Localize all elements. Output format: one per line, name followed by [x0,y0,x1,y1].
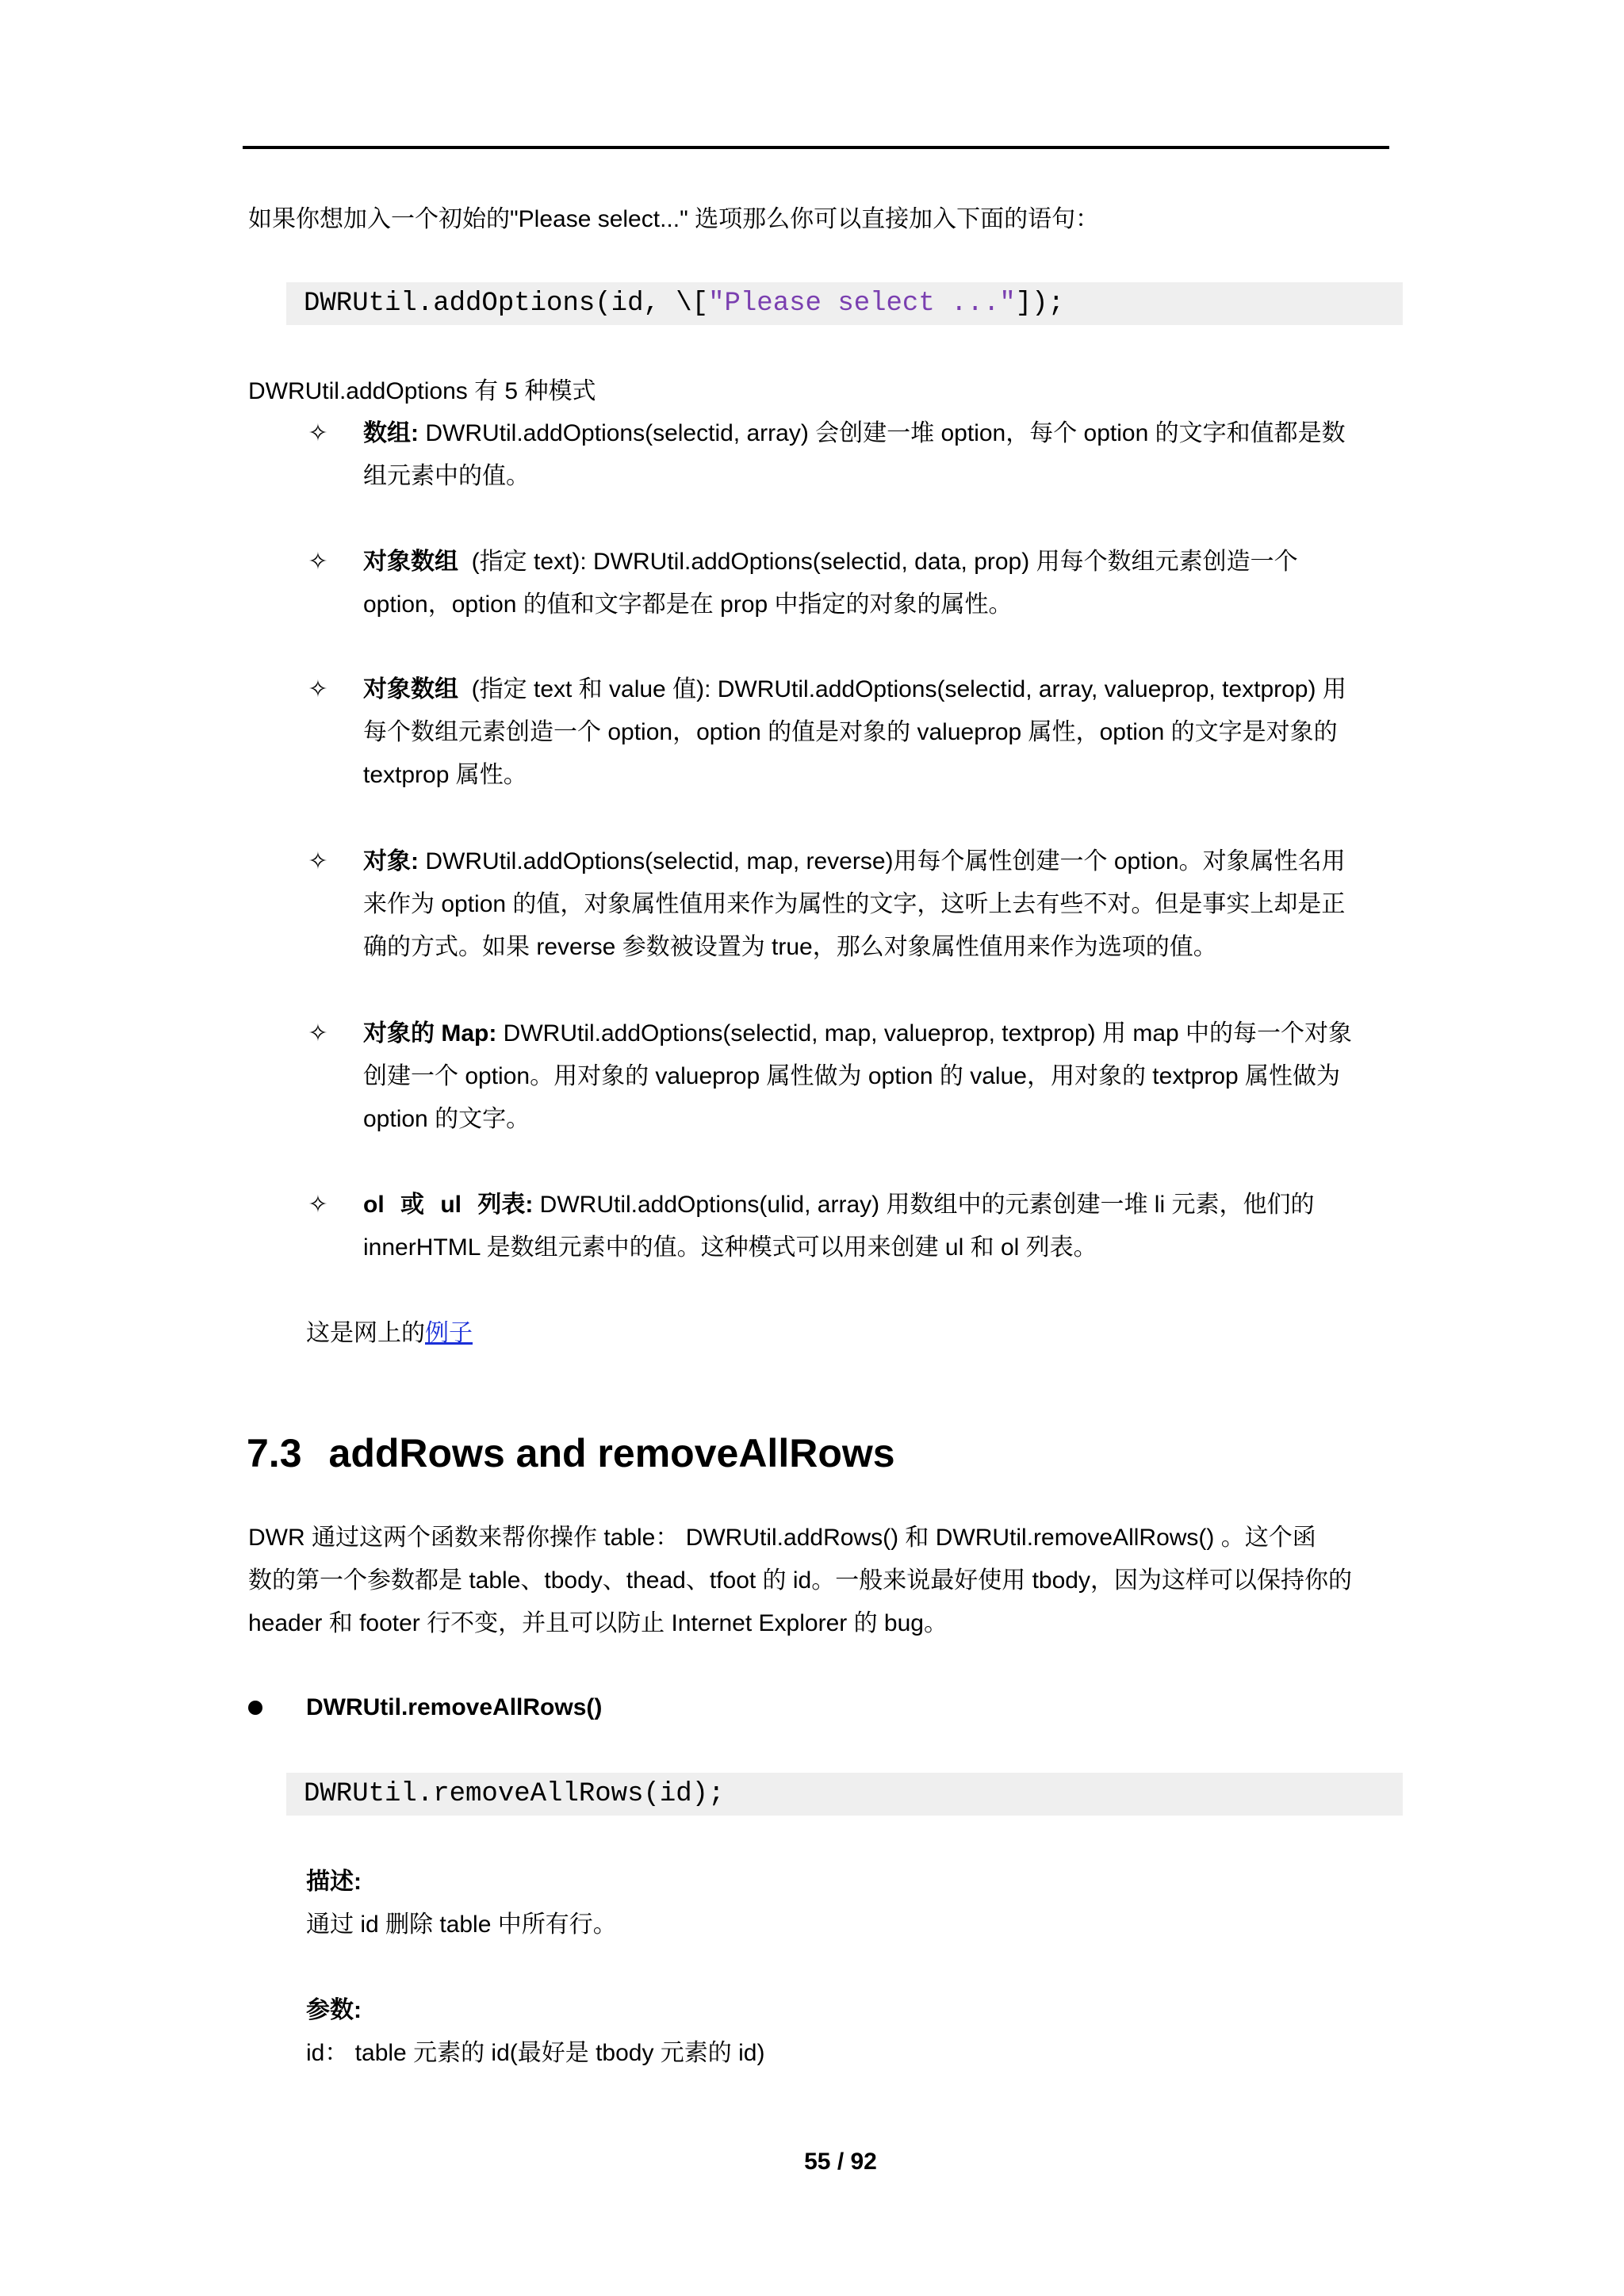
mode-line: (指定 text): DWRUtil.addOptions(selectid, data, prop) 用每个数组元素创造一个 [471,549,1298,575]
mode-line: option 的文字。 [363,1106,530,1132]
diamond-bullet-icon: ✧ [308,1192,328,1218]
diamond-bullet-icon: ✧ [308,1020,328,1047]
section-heading [247,1425,895,1481]
paragraph-line: header 和 footer 行不变，并且可以防止 Internet Explorer 的 bug。 [248,1610,948,1636]
paragraph-line: 数的第一个参数都是 table、tbody、thead、tfoot 的 id。一般来说最好使用 tbody，因为这样可以保持你的 [248,1567,1352,1594]
page-number: 55 / 92 [804,2149,877,2175]
diamond-bullet-icon: ✧ [308,848,328,874]
parameters-label: 参数: [306,1997,362,2023]
mode-label: 对象数组 [363,676,458,702]
section-paragraph [248,1517,1352,1645]
mode-text [363,1012,1394,1141]
mode-label: 数组: [363,420,419,446]
section-number: 7.3 [247,1431,302,1475]
mode-line: DWRUtil.addOptions(selectid, array) 会创建一堆 option，每个 option 的文字和值都是数 [425,420,1346,446]
mode-line: 每个数组元素创造一个 option，option 的值是对象的 valueprop 属性，option 的文字是对象的 [363,719,1338,745]
mode-line: DWRUtil.addOptions(selectid, map, reverse)用每个属性创建一个 option。对象属性名用 [425,848,1346,874]
parameters-text: id： table 元素的 id(最好是 tbody 元素的 id) [306,2040,765,2066]
mode-line: innerHTML 是数组元素中的值。这种模式可以用来创建 ul 和 ol 列表。 [363,1234,1097,1261]
mode-line: 组元素中的值。 [363,463,530,489]
mode-text [363,541,1394,626]
example-prefix: 这是网上的 [306,1320,425,1346]
example-line [306,1312,473,1355]
mode-line: textprop 属性。 [363,762,527,788]
mode-line: 确的方式。如果 reverse 参数被设置为 true，那么对象属性值用来作为选项的值。 [363,934,1217,960]
bullet-dot-icon [248,1701,262,1715]
mode-label: ol 或 ul 列表: [363,1192,534,1218]
mode-text [363,668,1394,797]
code-prefix: DWRUtil.addOptions(id, \[ [304,289,709,319]
mode-line: 来作为 option 的值，对象属性值用来作为属性的文字，这听上去有些不对。但是事实上却是正 [363,891,1346,917]
paragraph-line: DWR 通过这两个函数来帮你操作 table： DWRUtil.addRows() 和 DWRUtil.removeAllRows() 。这个函 [248,1525,1316,1551]
modes-title: DWRUtil.addOptions 有 5 种模式 [248,378,596,404]
header-rule [243,146,1389,149]
bullet-title: DWRUtil.removeAllRows() [306,1694,603,1720]
mode-text [363,840,1394,969]
mode-text [363,412,1394,498]
diamond-bullet-icon: ✧ [308,420,328,446]
code-block-add-options [286,282,1403,325]
code-suffix: ]); [1015,289,1064,319]
code-string: "Please select ..." [708,289,1016,319]
mode-line: DWRUtil.addOptions(selectid, map, valueprop, textprop) 用 map 中的每一个对象 [503,1020,1353,1047]
mode-text [363,1184,1394,1269]
mode-line: option，option 的值和文字都是在 prop 中指定的对象的属性。 [363,591,1013,618]
code-block-remove-all-rows: DWRUtil.removeAllRows(id); [286,1773,1403,1816]
mode-label: 对象的 Map: [363,1020,497,1047]
description-label: 描述: [306,1869,362,1895]
diamond-bullet-icon: ✧ [308,549,328,575]
mode-line: 创建一个 option。用对象的 valueprop 属性做为 option 的 value，用对象的 textprop 属性做为 [363,1063,1341,1089]
example-link[interactable]: 例子 [425,1320,473,1346]
mode-line: DWRUtil.addOptions(ulid, array) 用数组中的元素创建一堆 li 元素，他们的 [539,1192,1315,1218]
section-title: addRows and removeAllRows [328,1431,895,1475]
intro-paragraph: 如果你想加入一个初始的"Please select..." 选项那么你可以直接加入下面的语句： [248,206,1100,232]
diamond-bullet-icon: ✧ [308,676,328,702]
mode-label: 对象: [363,848,419,874]
description-text: 通过 id 删除 table 中所有行。 [306,1911,617,1938]
mode-line: (指定 text 和 value 值): DWRUtil.addOptions(selectid, array, valueprop, textprop) 用 [471,676,1346,702]
mode-label: 对象数组 [363,549,458,575]
